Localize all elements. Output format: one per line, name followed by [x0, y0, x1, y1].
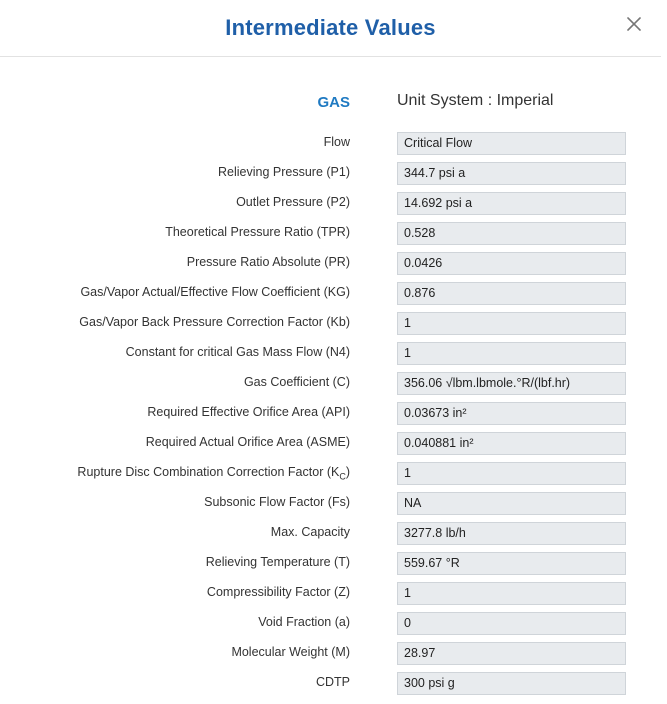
field-value: 0.876	[397, 282, 626, 305]
section-header	[0, 90, 661, 114]
field-row-back-pressure-correction	[0, 312, 661, 342]
field-label-subscript: C	[339, 471, 346, 482]
field-label: Required Actual Orifice Area (ASME)	[145, 435, 350, 449]
field-row-gas-coefficient	[0, 372, 661, 402]
section-label-gas: GAS	[317, 94, 350, 111]
field-value: 1	[397, 462, 626, 485]
dialog-title: Intermediate Values	[225, 15, 436, 40]
field-label: Constant for critical Gas Mass Flow (N4)	[125, 345, 350, 359]
field-row-pressure-ratio-absolute	[0, 252, 661, 282]
field-value: 300 psi g	[397, 672, 626, 695]
field-value: 559.67 °R	[397, 552, 626, 575]
field-value: 0.03673 in²	[397, 402, 626, 425]
field-value: Critical Flow	[397, 132, 626, 155]
field-label: Void Fraction (a)	[258, 615, 350, 629]
field-row-void-fraction	[0, 612, 661, 642]
dialog-header	[0, 0, 661, 57]
field-label-suffix: )	[345, 465, 350, 479]
field-label: Gas Coefficient (C)	[243, 375, 350, 389]
field-value: 0.0426	[397, 252, 626, 275]
unit-system-text: Unit System : Imperial	[397, 92, 554, 109]
field-label: Gas/Vapor Actual/Effective Flow Coefficient (KG)	[80, 285, 350, 299]
field-value: 1	[397, 312, 626, 335]
field-value: 0.040881 in²	[397, 432, 626, 455]
field-value: 28.97	[397, 642, 626, 665]
field-row-flow-coefficient	[0, 282, 661, 312]
field-row-flow	[0, 132, 661, 162]
field-value: 0	[397, 612, 626, 635]
field-label: Theoretical Pressure Ratio (TPR)	[165, 225, 350, 239]
field-value: 356.06 √lbm.lbmole.°R/(lbf.hr)	[397, 372, 626, 395]
field-label: CDTP	[315, 675, 350, 689]
field-row-effective-orifice-area	[0, 402, 661, 432]
field-row-rupture-disc-factor	[0, 462, 661, 492]
field-label: Gas/Vapor Back Pressure Correction Factor (Kb)	[79, 315, 350, 329]
field-value: NA	[397, 492, 626, 515]
field-label	[77, 465, 350, 482]
field-row-relieving-pressure	[0, 162, 661, 192]
field-row-molecular-weight	[0, 642, 661, 672]
field-label: Relieving Pressure (P1)	[218, 165, 350, 179]
close-icon[interactable]	[622, 12, 646, 36]
field-label: Max. Capacity	[270, 525, 350, 539]
intermediate-values-list	[0, 132, 661, 702]
field-value: 1	[397, 342, 626, 365]
field-value: 3277.8 lb/h	[397, 522, 626, 545]
field-label: Flow	[323, 135, 350, 149]
field-row-gas-mass-flow-constant	[0, 342, 661, 372]
field-label-text: Rupture Disc Combination Correction Factor (K	[77, 465, 340, 479]
field-row-outlet-pressure	[0, 192, 661, 222]
field-row-subsonic-flow-factor	[0, 492, 661, 522]
field-value: 344.7 psi a	[397, 162, 626, 185]
field-row-cdtp	[0, 672, 661, 702]
field-row-compressibility-factor	[0, 582, 661, 612]
field-value: 1	[397, 582, 626, 605]
field-row-actual-orifice-area	[0, 432, 661, 462]
field-row-max-capacity	[0, 522, 661, 552]
field-label: Relieving Temperature (T)	[205, 555, 350, 569]
field-label: Pressure Ratio Absolute (PR)	[186, 255, 350, 269]
field-label: Outlet Pressure (P2)	[236, 195, 350, 209]
field-label: Required Effective Orifice Area (API)	[147, 405, 350, 419]
field-label: Molecular Weight (M)	[231, 645, 350, 659]
field-value: 0.528	[397, 222, 626, 245]
field-label: Subsonic Flow Factor (Fs)	[204, 495, 350, 509]
field-row-theoretical-pressure-ratio	[0, 222, 661, 252]
field-value: 14.692 psi a	[397, 192, 626, 215]
field-label: Compressibility Factor (Z)	[206, 585, 350, 599]
field-row-relieving-temperature	[0, 552, 661, 582]
